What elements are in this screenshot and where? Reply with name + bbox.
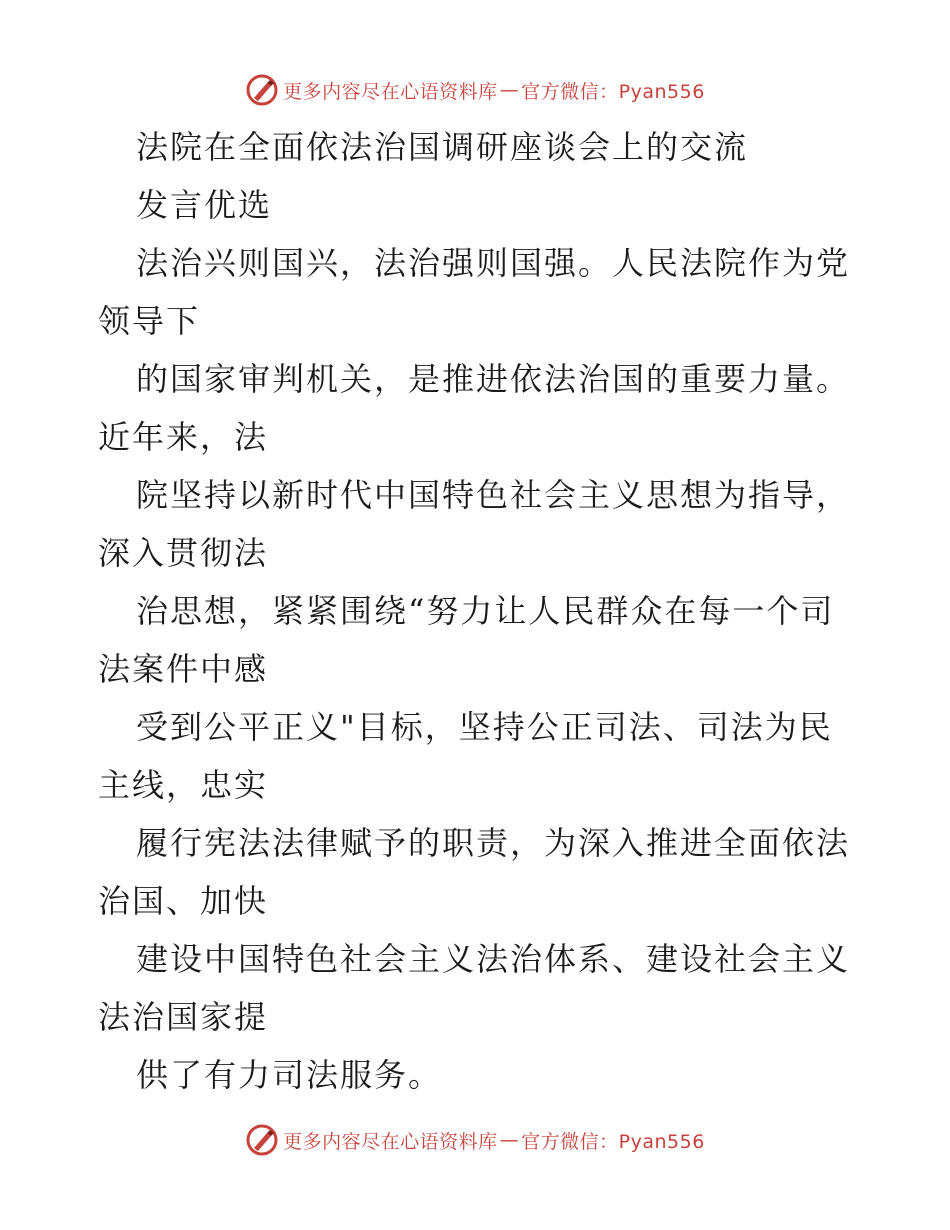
body-line: 供了有力司法服务。: [136, 1056, 443, 1094]
body-line: 院坚持以新时代中国特色社会主义思想为指导，: [136, 476, 851, 514]
watermark-dash: —: [499, 79, 520, 101]
watermark-site-name: 更多内容尽在心语资料库: [283, 1130, 498, 1153]
watermark-contact: 官方微信：Pyan556: [521, 1130, 705, 1153]
body-line: 发言优选: [136, 186, 273, 224]
watermark-dash: —: [499, 1129, 520, 1151]
pen-logo-icon: [245, 1123, 279, 1157]
body-line: 深入贯彻法: [98, 534, 269, 572]
body-line: 法治兴则国兴，法治强则国强。人民法院作为党: [136, 244, 851, 282]
body-line: 治思想，紧紧围绕“努力让人民群众在每一个司: [136, 592, 835, 630]
body-line: 法案件中感: [98, 650, 269, 688]
body-line: 治国、加快: [98, 882, 269, 920]
body-line: 法治国家提: [98, 998, 269, 1036]
body-line: 的国家审判机关，是推进依法治国的重要力量。: [136, 360, 851, 398]
body-line: 履行宪法法律赋予的职责，为深入推进全面依法: [136, 824, 851, 862]
body-line: 法院在全面依法治国调研座谈会上的交流: [136, 128, 749, 166]
document-body: [98, 118, 858, 1104]
body-line: 近年来，法: [98, 418, 269, 456]
watermark-site-name: 更多内容尽在心语资料库: [283, 80, 498, 103]
body-line: 受到公平正义"目标，坚持公正司法、司法为民: [136, 708, 833, 746]
header-watermark: [0, 70, 950, 110]
pen-logo-icon: [245, 73, 279, 107]
watermark-contact: 官方微信：Pyan556: [521, 80, 705, 103]
body-line: 主线，忠实: [98, 766, 269, 804]
body-line: 建设中国特色社会主义法治体系、建设社会主义: [136, 940, 851, 978]
body-line: 领导下: [98, 302, 201, 340]
footer-watermark: [0, 1120, 950, 1160]
